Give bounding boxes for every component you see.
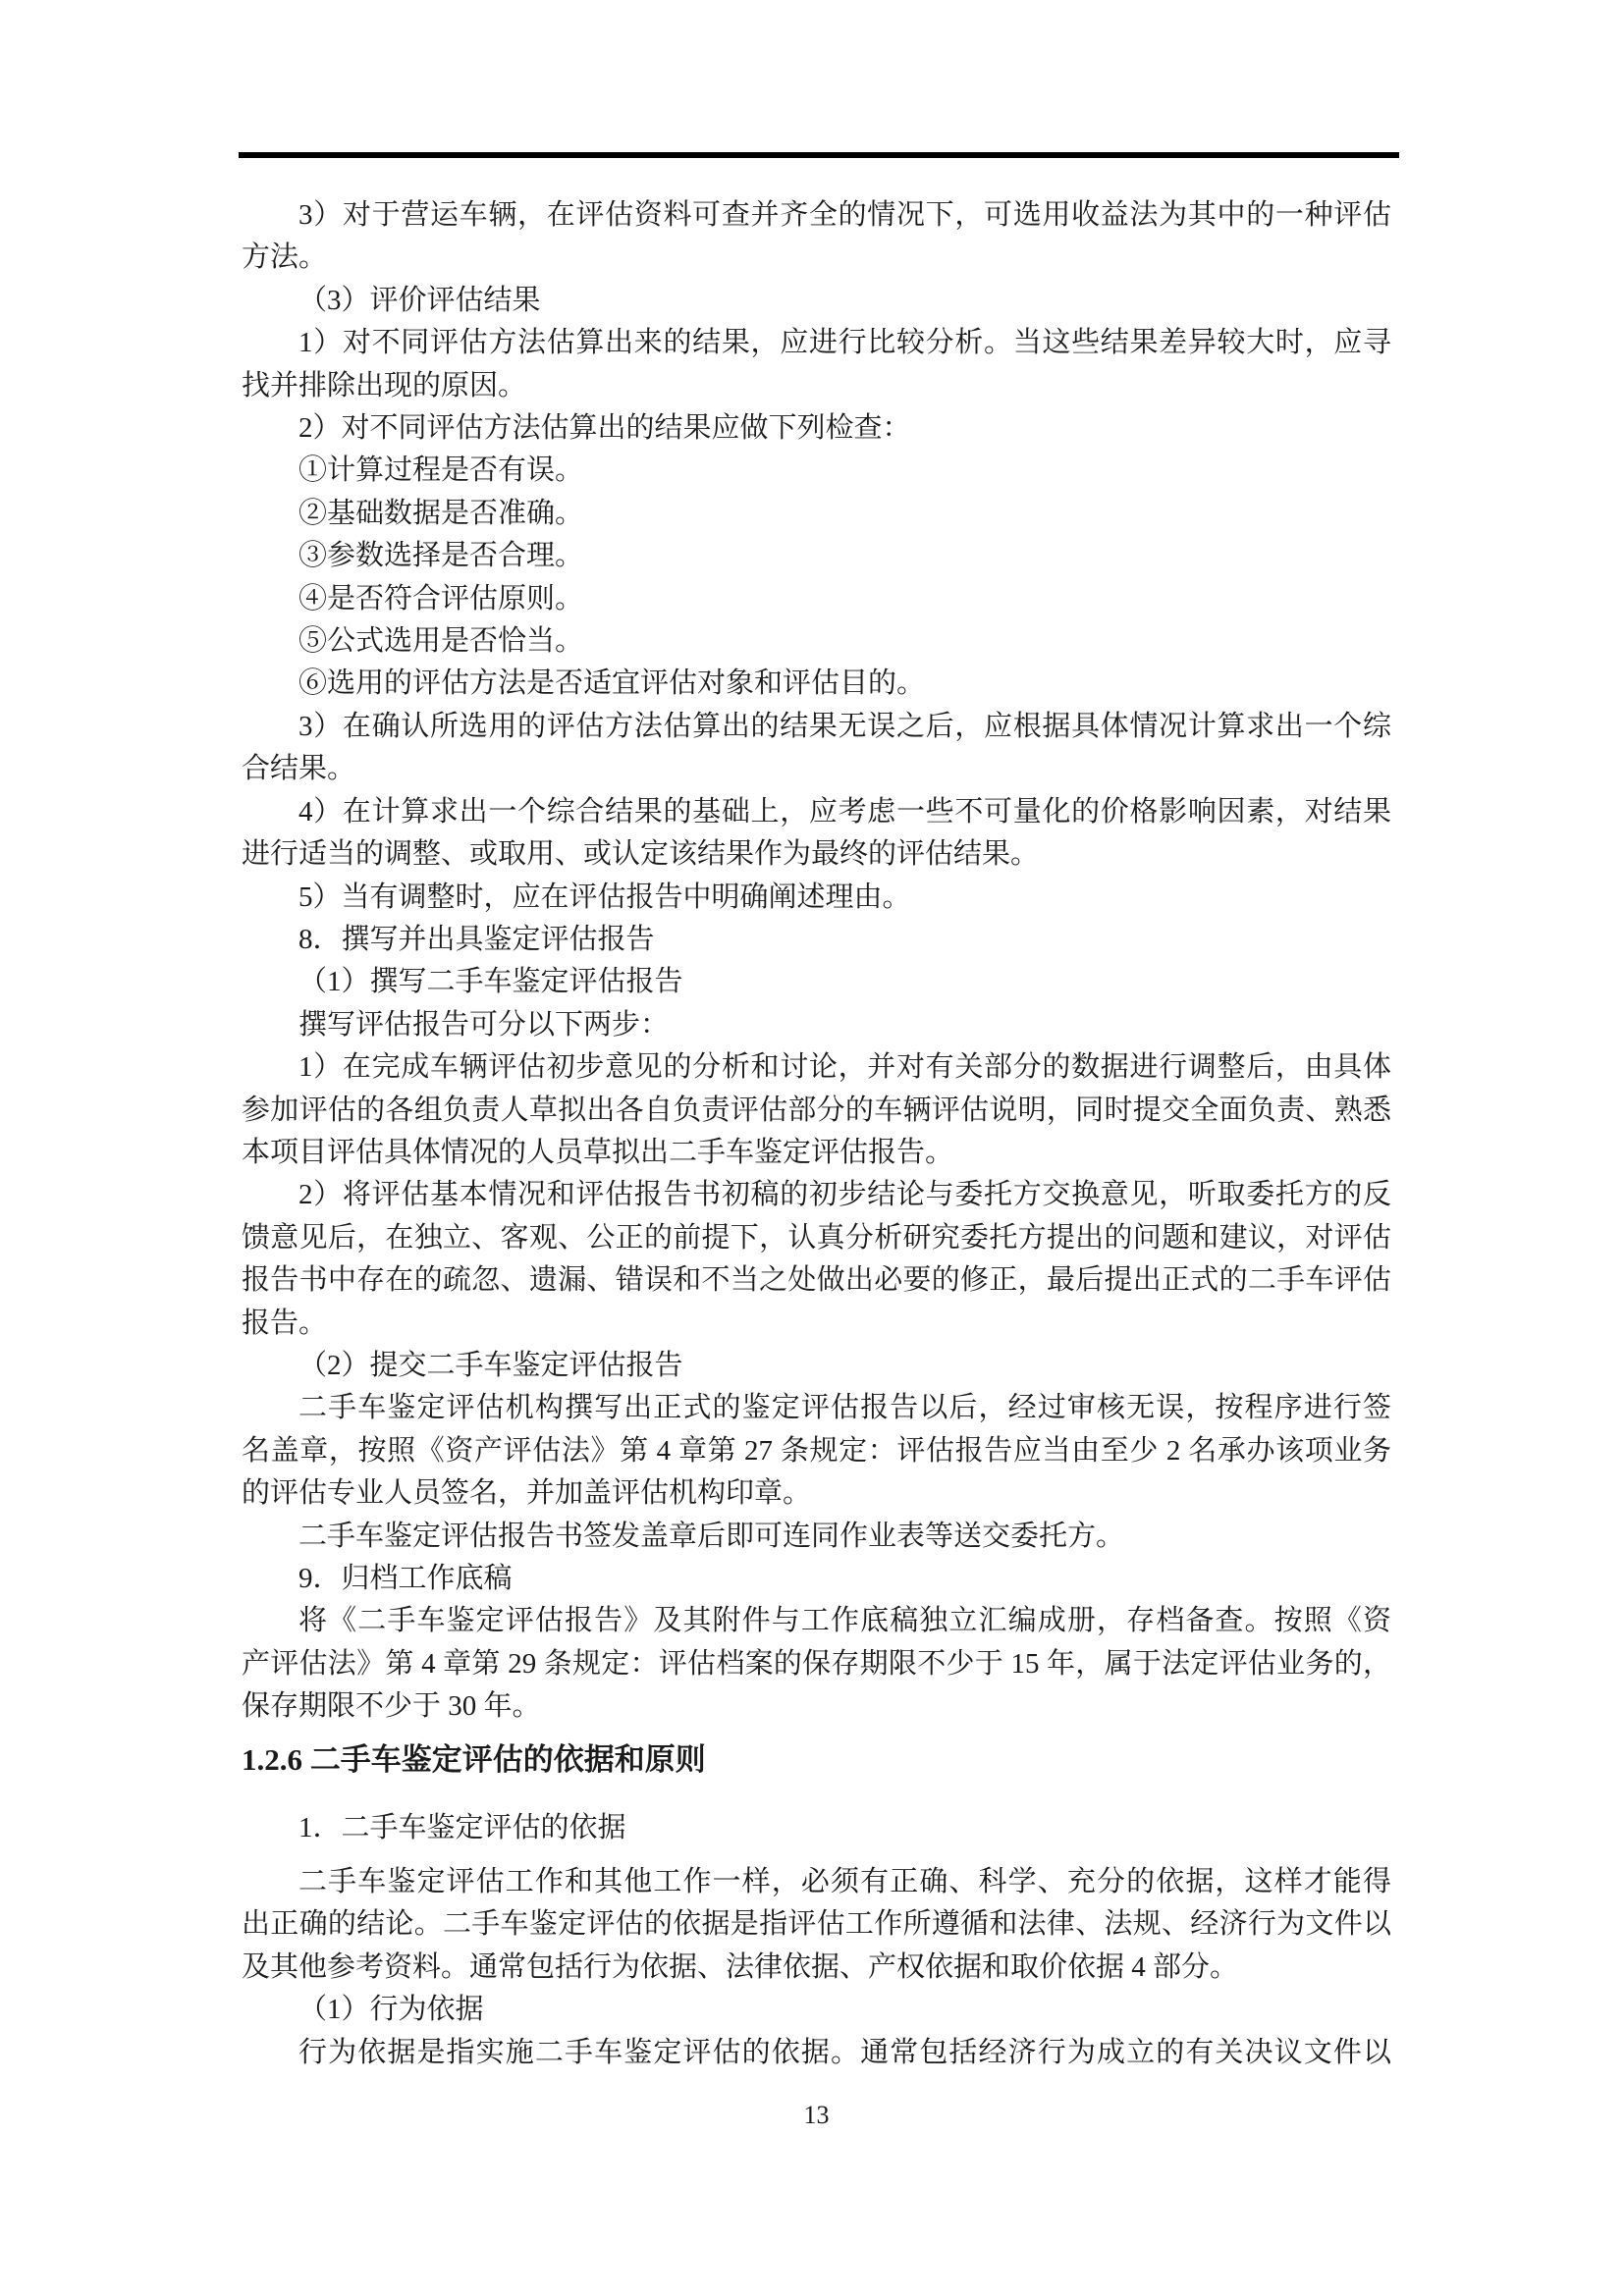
document-line: 及其他参考资料。通常包括行为依据、法律依据、产权依据和取价依据 4 部分。 bbox=[242, 1950, 1239, 1983]
document-line: 合结果。 bbox=[242, 753, 356, 785]
document-line: ②基础数据是否准确。 bbox=[298, 497, 584, 529]
document-line: ⑤公式选用是否恰当。 bbox=[298, 625, 584, 658]
header-rule bbox=[239, 152, 1399, 158]
document-line: 行为依据是指实施二手车鉴定评估的依据。通常包括经济行为成立的有关决议文件以 bbox=[298, 2036, 1391, 2068]
document-line: （2）提交二手车鉴定评估报告 bbox=[298, 1349, 683, 1381]
document-line: 1）对不同评估方法估算出来的结果，应进行比较分析。当这些结果差异较大时，应寻 bbox=[298, 327, 1391, 359]
document-line: 4）在计算求出一个综合结果的基础上，应考虑一些不可量化的价格影响因素，对结果 bbox=[298, 795, 1391, 828]
document-line: 二手车鉴定评估机构撰写出正式的鉴定评估报告以后，经过审核无误，按程序进行签 bbox=[298, 1392, 1391, 1424]
document-line: 报告书中存在的疏忽、遗漏、错误和不当之处做出必要的修正，最后提出正式的二手车评估 bbox=[242, 1264, 1391, 1297]
document-line: ①计算过程是否有误。 bbox=[298, 454, 584, 487]
document-line: 参加评估的各组负责人草拟出各自负责评估部分的车辆评估说明，同时提交全面负责、熟悉 bbox=[242, 1094, 1391, 1126]
document-line: 进行适当的调整、或取用、或认定该结果作为最终的评估结果。 bbox=[242, 838, 1040, 871]
document-line: 3）对于营运车辆，在评估资料可查并齐全的情况下，可选用收益法为其中的一种评估 bbox=[298, 199, 1391, 231]
page-number: 13 bbox=[803, 2101, 830, 2129]
document-line: ④是否符合评估原则。 bbox=[298, 582, 584, 614]
document-line: 撰写评估报告可分以下两步： bbox=[298, 1008, 670, 1041]
document-line: 名盖章，按照《资产评估法》第 4 章第 27 条规定：评估报告应当由至少 2 名承办该项业务 bbox=[242, 1434, 1391, 1467]
document-line: 1）在完成车辆评估初步意见的分析和讨论，并对有关部分的数据进行调整后，由具体 bbox=[298, 1051, 1391, 1084]
document-line: 方法。 bbox=[242, 241, 328, 274]
document-line: （3）评价评估结果 bbox=[298, 284, 541, 316]
section-heading: 1.2.6 二手车鉴定评估的依据和原则 bbox=[242, 1741, 706, 1777]
document-line: 3）在确认所选用的评估方法估算出的结果无误之后，应根据具体情况计算求出一个综 bbox=[298, 710, 1391, 742]
document-line: 将《二手车鉴定评估报告》及其附件与工作底稿独立汇编成册，存档备查。按照《资 bbox=[298, 1605, 1391, 1637]
document-line: 保存期限不少于 30 年。 bbox=[242, 1690, 541, 1723]
document-line: 本项目评估具体情况的人员草拟出二手车鉴定评估报告。 bbox=[242, 1136, 954, 1168]
document-line: 出正确的结论。二手车鉴定评估的依据是指评估工作所遵循和法律、法规、经济行为文件以 bbox=[242, 1908, 1391, 1941]
document-line: 二手车鉴定评估工作和其他工作一样，必须有正确、科学、充分的依据，这样才能得 bbox=[298, 1866, 1391, 1898]
document-line: 馈意见后，在独立、客观、公正的前提下，认真分析研究委托方提出的问题和建议，对评估 bbox=[242, 1221, 1391, 1254]
document-line: ③参数选择是否合理。 bbox=[298, 540, 584, 572]
document-line: 2）将评估基本情况和评估报告书初稿的初步结论与委托方交换意见，听取委托方的反 bbox=[298, 1179, 1391, 1211]
document-line: 5）当有调整时，应在评估报告中明确阐述理由。 bbox=[298, 881, 911, 913]
document-line: ⑥选用的评估方法是否适宜评估对象和评估目的。 bbox=[298, 667, 926, 700]
document-line: （1）行为依据 bbox=[298, 1994, 484, 2026]
document-line: 报告。 bbox=[242, 1307, 328, 1339]
document-line: 1．二手车鉴定评估的依据 bbox=[298, 1811, 626, 1843]
document-line: 找并排除出现的原因。 bbox=[242, 369, 527, 401]
document-line: 产评估法》第 4 章第 29 条规定：评估档案的保存期限不少于 15 年，属于法定评估业务的， bbox=[242, 1647, 1391, 1680]
document-line: 9．归档工作底稿 bbox=[298, 1563, 513, 1594]
document-line: 的评估专业人员签名，并加盖评估机构印章。 bbox=[242, 1477, 812, 1510]
document-line: 8．撰写并出具鉴定评估报告 bbox=[298, 923, 655, 955]
document-line: （1）撰写二手车鉴定评估报告 bbox=[298, 966, 683, 998]
document-body bbox=[242, 194, 1391, 2074]
document-line: 二手车鉴定评估报告书签发盖章后即可连同作业表等送交委托方。 bbox=[298, 1520, 1125, 1552]
document-line: 2）对不同评估方法估算出的结果应做下列检查： bbox=[298, 412, 911, 445]
